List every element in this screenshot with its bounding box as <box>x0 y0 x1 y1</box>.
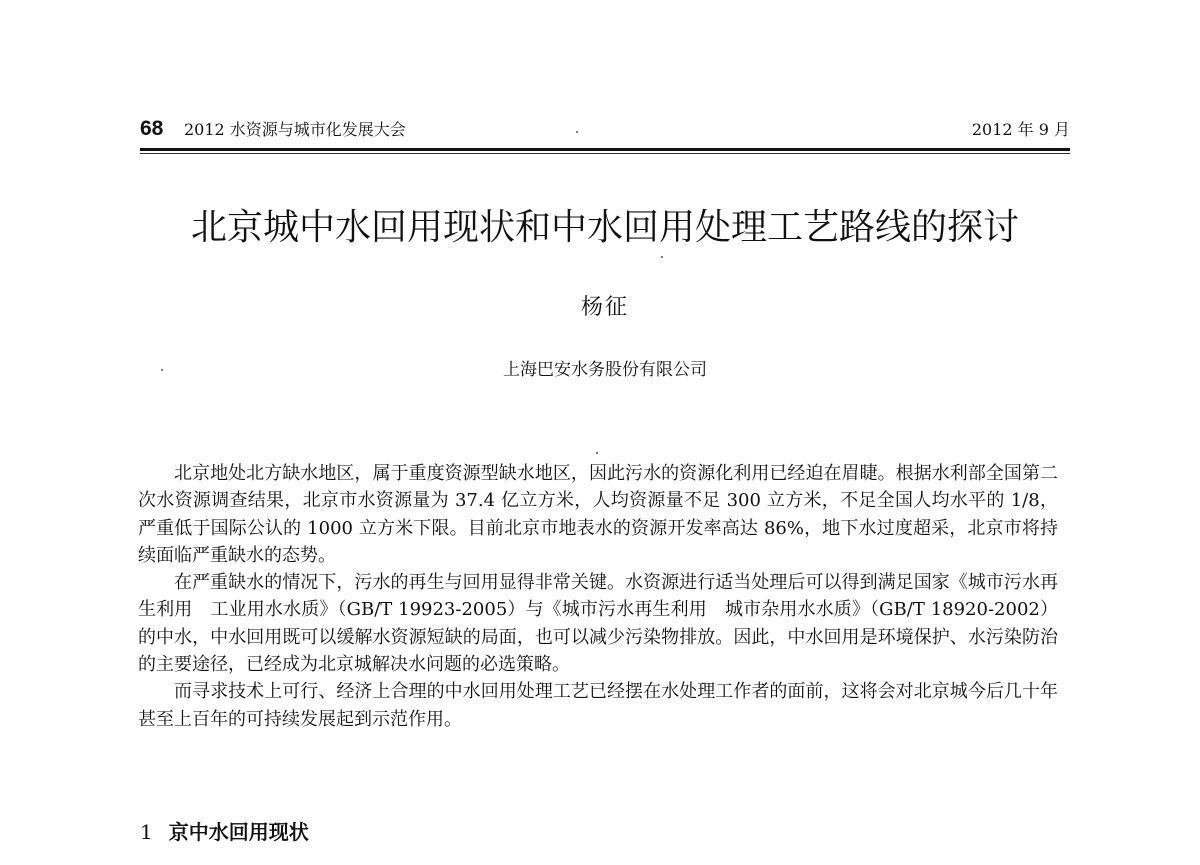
author-name: 杨征 <box>580 295 629 320</box>
paragraph-1: 北京地处北方缺水地区，属于重度资源型缺水地区，因此污水的资源化利用已经迫在眉睫。根据水利部全国第二次水资源调查结果，北京市水资源量为 37.4 亿立方米，人均资源量不足 300 立方米，不足全国人均水平的 1/8，严重低于国际公认的 1000 立方米下限。目前北京市地表水的资源开发率高达 86%，地下水过度超采，北京市将持续面临严重缺水的态势。 <box>138 463 1058 566</box>
scan-speck <box>596 452 598 454</box>
running-title: 2012 水资源与城市化发展大会 <box>184 120 406 139</box>
author-affiliation: 上海巴安水务股份有限公司 <box>503 360 707 380</box>
section-title: 京中水回用现状 <box>168 820 309 844</box>
paragraph-3: 而寻求技术上可行、经济上合理的中水回用处理工艺已经摆在水处理工作者的面前，这将会对北京城今后几十年甚至上百年的可持续发展起到示范作用。 <box>138 681 1058 730</box>
article-title: 北京城中水回用现状和中水回用处理工艺路线的探讨 <box>190 207 1019 248</box>
scan-speck <box>661 256 663 258</box>
paragraph-2: 在严重缺水的情况下，污水的再生与回用显得非常关键。水资源进行适当处理后可以得到满足国家《城市污水再生利用 工业用水水质》（GB/T 19923-2005）与《城市污水再生利用 城市杂用水水质》（GB/T 18920-2002）的中水，中水回用既可以缓解水资源短缺的局面，也可以减少污染物排放。因此，中水回用是环境保护、水污染防治的主要途径，已经成为北京城解决水问题的必选策略。 <box>138 572 1058 676</box>
section-heading <box>140 818 309 846</box>
header-rule-thick <box>140 148 1070 151</box>
scan-speck <box>161 369 163 371</box>
running-header <box>140 116 1070 144</box>
page-number: 68 <box>140 117 164 140</box>
article-body <box>138 460 1058 733</box>
scan-speck <box>576 131 578 133</box>
header-rule-thin <box>140 153 1070 154</box>
section-number: 1 <box>140 820 153 844</box>
running-date: 2012 年 9 月 <box>971 120 1070 139</box>
